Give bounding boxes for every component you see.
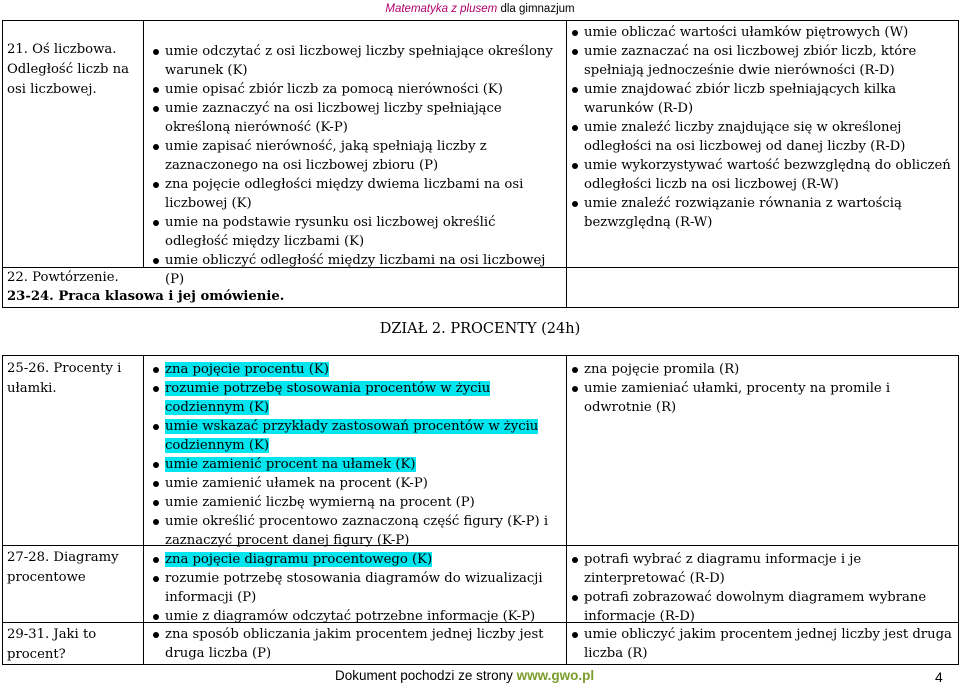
- list-item: umie zapisać nierówność, jaką spełniają liczby z zaznaczonego na osi liczbowej zbioru (P): [152, 137, 562, 175]
- highlighted-text: umie wskazać przykłady zastosowań procentów w życiu codziennym (K): [165, 419, 539, 453]
- page-header: [0, 2, 960, 16]
- list-item: [152, 455, 562, 474]
- topic-percent-fractions: 25-26. Procenty i ułamki.: [7, 361, 122, 396]
- list-item: zna sposób obliczania jakim procentem jednej liczby jest druga liczba (P): [152, 625, 562, 663]
- basic-requirements-3: [152, 550, 562, 626]
- footer-link[interactable]: www.gwo.pl: [516, 668, 595, 683]
- table1-bottom-border: [2, 307, 959, 308]
- basic-requirements-1: [152, 42, 562, 289]
- list-item: potrafi zobrazować dowolnym diagramem wybrane informacje (R-D): [571, 588, 953, 626]
- list-item: umie obliczyć odległość między liczbami na osi liczbowej (P): [152, 251, 562, 289]
- list-item: umie opisać zbiór liczb za pomocą nierówności (K): [152, 80, 562, 99]
- extended-requirements-4: [571, 625, 953, 663]
- list-item: umie zamienić liczbę wymierną na procent (P): [152, 493, 562, 512]
- highlighted-text: zna pojęcie diagramu procentowego (K): [165, 552, 433, 567]
- list-item: potrafi wybrać z diagramu informacje i je zinterpretować (R-D): [571, 550, 953, 588]
- table2-divider-2: [566, 355, 567, 665]
- table1-left-border: [2, 20, 3, 307]
- list-item: umie znaleźć rozwiązanie równania z wartością bezwzględną (R-W): [571, 194, 953, 232]
- list-item: zna pojęcie promila (R): [571, 360, 953, 379]
- list-item: umie zaznaczyć na osi liczbowej liczby spełniające określoną nierówność (K-P): [152, 99, 562, 137]
- table1-top-border: [2, 20, 959, 21]
- extended-requirements-3: [571, 550, 953, 626]
- list-item: umie zamienić ułamek na procent (K-P): [152, 474, 562, 493]
- list-item: umie znaleźć liczby znajdujące się w określonej odległości na osi liczbowej od danej liczby (R-D): [571, 118, 953, 156]
- page-number: 4: [935, 669, 943, 685]
- list-item: umie znajdować zbiór liczb spełniających kilka warunków (R-D): [571, 80, 953, 118]
- extended-requirements-1: [571, 23, 953, 232]
- topic-class-test: 23-24. Praca klasowa i jej omówienie.: [7, 289, 285, 304]
- list-item: umie obliczyć jakim procentem jednej liczby jest druga liczba (R): [571, 625, 953, 663]
- table2-top-border: [2, 355, 959, 356]
- list-item: rozumie potrzebę stosowania diagramów do wizualizacji informacji (P): [152, 569, 562, 607]
- highlighted-text: zna pojęcie procentu (K): [165, 362, 329, 377]
- list-item: umie odczytać z osi liczbowej liczby spełniające określony warunek (K): [152, 42, 562, 80]
- list-item: umie z diagramów odczytać potrzebne informacje (K-P): [152, 607, 562, 626]
- list-item: zna pojęcie odległości między dwiema liczbami na osi liczbowej (K): [152, 175, 562, 213]
- list-item: umie zamieniać ułamki, procenty na promile i odwrotnie (R): [571, 379, 953, 417]
- extended-requirements-2: [571, 360, 953, 417]
- header-title: Matematyka z plusem: [385, 3, 498, 15]
- table1-right-border: [958, 20, 959, 307]
- header-subtitle: dla gimnazjum: [500, 3, 575, 15]
- highlighted-text: rozumie potrzebę stosowania procentów w życiu codziennym (K): [165, 381, 491, 415]
- topic-number-line: 21. Oś liczbowa. Odległość liczb na osi liczbowej.: [7, 42, 130, 97]
- list-item: umie obliczać wartości ułamków piętrowych (W): [571, 23, 953, 42]
- list-item: [152, 550, 562, 569]
- section-title: DZIAŁ 2. PROCENTY (24h): [379, 321, 581, 337]
- list-item: umie określić procentowo zaznaczoną część figury (K-P) i zaznaczyć procent danej figury (K-P): [152, 512, 562, 550]
- list-item: umie na podstawie rysunku osi liczbowej określić odległość między liczbami (K): [152, 213, 562, 251]
- table2-left-border: [2, 355, 3, 665]
- table1-divider-2: [566, 20, 567, 307]
- basic-requirements-2: [152, 360, 562, 550]
- basic-requirements-4: [152, 625, 562, 663]
- page-footer: [335, 667, 594, 685]
- list-item: umie zaznaczać na osi liczbowej zbiór liczb, które spełniają jednocześnie dwie nierówności (R-D): [571, 42, 953, 80]
- topic-percent-diagrams: 27-28. Diagramy procentowe: [7, 550, 119, 585]
- table2-divider-1: [143, 355, 144, 665]
- table2-right-border: [958, 355, 959, 665]
- table2-bottom-border: [2, 664, 959, 665]
- list-item: umie wykorzystywać wartość bezwzględną do obliczeń odległości liczb na osi liczbowej (R-W): [571, 156, 953, 194]
- list-item: [152, 360, 562, 379]
- table1-divider-1: [143, 20, 144, 267]
- topic-what-percent: 29-31. Jaki to procent?: [7, 627, 97, 662]
- highlighted-text: umie zamienić procent na ułamek (K): [165, 457, 416, 472]
- list-item: [152, 379, 562, 417]
- list-item: [152, 417, 562, 455]
- footer-text: Dokument pochodzi ze strony: [335, 668, 513, 683]
- topic-review: 22. Powtórzenie.: [7, 270, 119, 285]
